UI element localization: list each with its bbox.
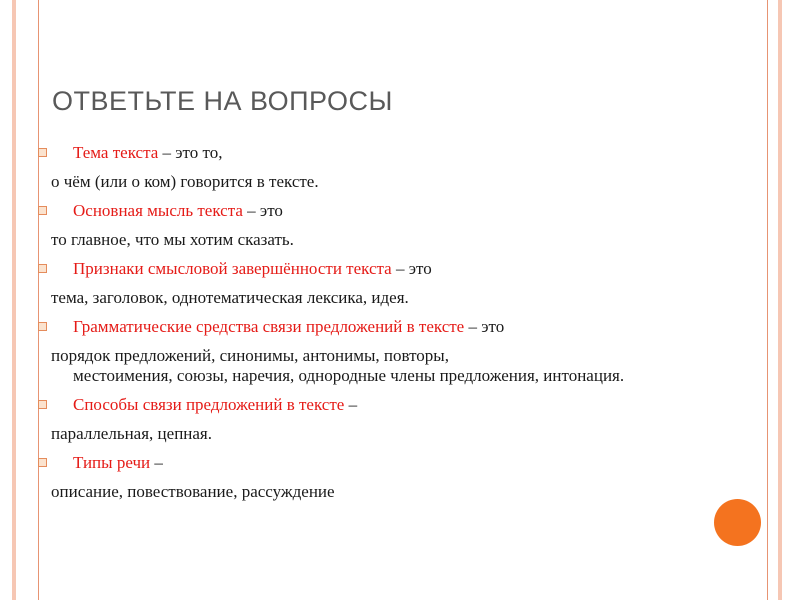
bullet-icon	[38, 458, 47, 467]
term-highlight: Признаки смысловой завершённости текста	[73, 259, 392, 278]
slide-title: ОТВЕТЬТЕ НА ВОПРОСЫ	[52, 86, 393, 116]
question-link-methods	[38, 395, 758, 415]
question-main-idea	[38, 201, 758, 221]
answer-text: параллельная, цепная.	[51, 424, 213, 443]
answer-text-rest: местоимения, союзы, наречия, однородные члены предложения, интонация.	[73, 366, 625, 385]
bullet-icon	[38, 206, 47, 215]
answer-text: то главное, что мы хотим сказать.	[51, 230, 294, 249]
term-rest: – это	[464, 317, 505, 336]
answer-text: тема, заголовок, однотематическая лексика, идея.	[51, 288, 409, 307]
question-speech-types	[38, 453, 758, 473]
term-rest: – это	[391, 259, 432, 278]
term-highlight: Типы речи	[73, 453, 151, 472]
accent-circle	[714, 499, 761, 546]
answer-completeness	[38, 288, 758, 308]
answer-text-first: порядок предложений, синонимы, антонимы, повторы,	[51, 346, 449, 365]
term-highlight: Способы связи предложений в тексте	[73, 395, 345, 414]
term-rest: –	[150, 453, 163, 472]
question-topic	[38, 143, 758, 163]
answer-link-methods	[38, 424, 758, 444]
questions-list	[38, 143, 758, 511]
term-rest: – это то,	[158, 143, 223, 162]
answer-text: о чём (или о ком) говорится в тексте.	[51, 172, 319, 191]
answer-grammar-means	[38, 346, 758, 386]
term-rest: –	[344, 395, 358, 414]
bullet-icon	[38, 322, 47, 331]
answer-speech-types	[38, 482, 758, 502]
answer-topic	[38, 172, 758, 192]
bullet-icon	[38, 264, 47, 273]
question-grammar-means	[38, 317, 758, 337]
bullet-icon	[38, 400, 47, 409]
question-completeness	[38, 259, 758, 279]
term-rest: – это	[242, 201, 283, 220]
bullet-icon	[38, 148, 47, 157]
answer-text: описание, повествование, рассуждение	[51, 482, 335, 501]
answer-main-idea	[38, 230, 758, 250]
term-highlight: Грамматические средства связи предложений в тексте	[73, 317, 465, 336]
term-highlight: Основная мысль текста	[73, 201, 243, 220]
term-highlight: Тема текста	[73, 143, 159, 162]
